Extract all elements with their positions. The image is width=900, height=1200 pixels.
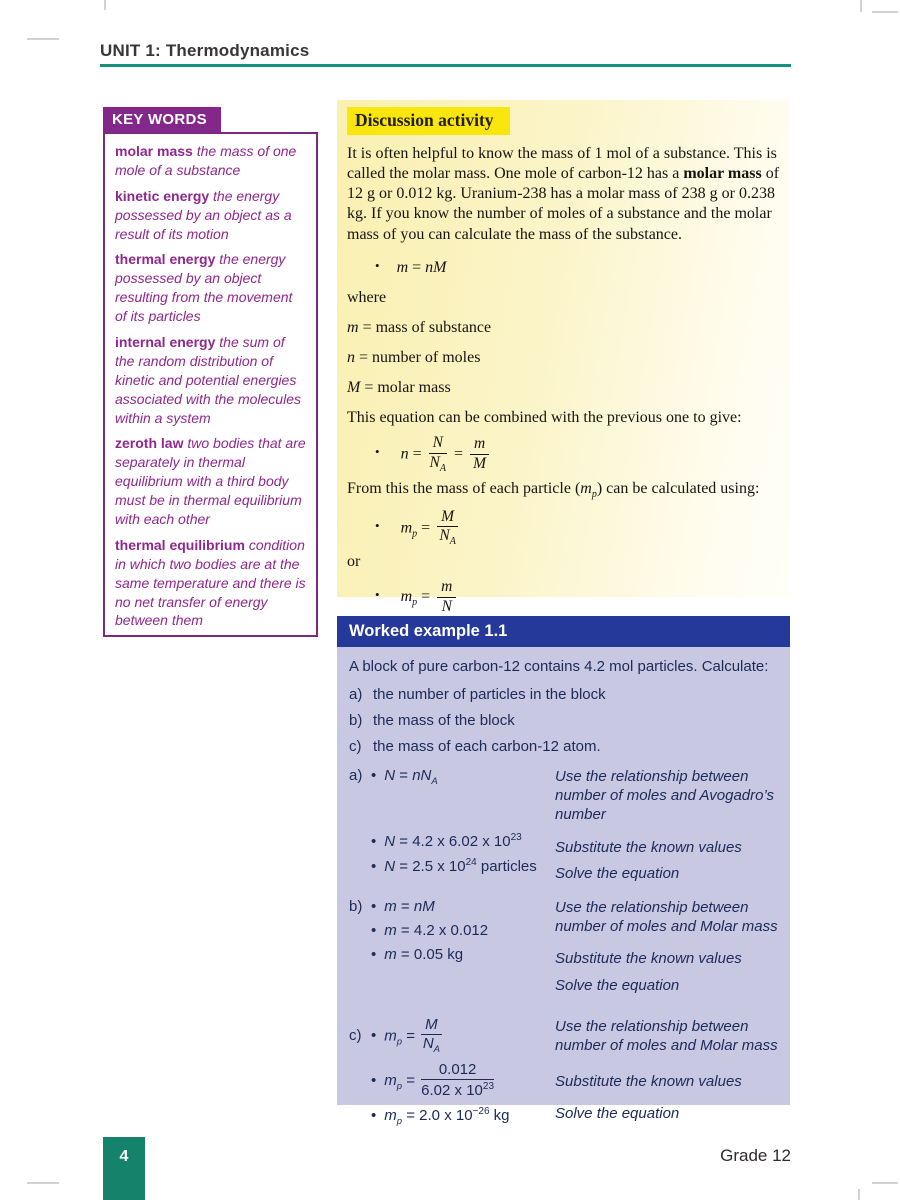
comment: Solve the equation xyxy=(555,976,680,994)
keyword-entry xyxy=(115,187,306,244)
step-label: a) xyxy=(349,767,363,784)
crop-mark-top-left-v xyxy=(104,0,106,10)
bullet-icon xyxy=(371,946,384,963)
comment: Use the relationship between number of moles and Avogadro’s number xyxy=(555,768,775,824)
definition-text: = molar mass xyxy=(360,378,451,396)
keyword-term: molar mass xyxy=(115,143,193,159)
variable: m xyxy=(580,480,592,498)
solution-b-equations xyxy=(349,898,555,1002)
worked-example-heading: Worked example 1.1 xyxy=(337,616,790,647)
keyword-definition: the mass of one mole of a substance xyxy=(115,143,297,178)
denominator: $N_A$ xyxy=(439,527,456,548)
step-label: b) xyxy=(349,897,363,915)
solution-b-comments xyxy=(555,898,782,1002)
equation-m-result: • m = 0.05 kg xyxy=(349,946,555,963)
bullet-icon xyxy=(371,1107,384,1124)
variable: n xyxy=(400,445,409,463)
question-text: the number of particles in the block xyxy=(373,686,606,703)
worked-intro: A block of pure carbon-12 contains 4.2 mol particles. Calculate: xyxy=(349,658,769,675)
keyword-definition: two bodies that are separately in thermal equilibrium with a third body must be in thermal equilibrium with each other xyxy=(115,435,306,528)
bullet-icon xyxy=(371,833,384,850)
keyword-definition: the sum of the random distribution of kinetic and potential energies associated with the molecules within a system xyxy=(115,334,301,426)
comment: Substitute the known values xyxy=(555,1073,742,1091)
where-label: where xyxy=(347,288,387,306)
variable: nM xyxy=(425,258,447,276)
comment: Use the relationship between number of moles and Molar mass xyxy=(555,1017,778,1054)
denominator: $N_A$ xyxy=(422,1035,441,1056)
definition-m xyxy=(347,319,778,337)
variable: m xyxy=(400,519,413,537)
equals: = xyxy=(449,445,467,463)
molar-mass-bold: molar mass xyxy=(683,165,762,183)
crop-mark-bottom-right-h xyxy=(872,1182,898,1184)
question-c xyxy=(349,738,782,755)
keyword-term: kinetic energy xyxy=(115,187,210,204)
denominator: N xyxy=(441,597,452,615)
solution-c-comments xyxy=(555,1017,782,1134)
question-label: b) xyxy=(349,712,363,729)
bullet-icon xyxy=(371,858,384,875)
equation-N-nNA: a) • $N = nN_A$ xyxy=(349,767,555,787)
fraction-N-over-NA xyxy=(429,435,447,475)
crop-mark-top-right-v xyxy=(860,0,862,12)
equals: = xyxy=(408,258,426,276)
comment: Substitute the known values xyxy=(555,838,742,856)
denominator: $N_A$ xyxy=(429,453,446,474)
equation-m-nM: b) • m = nM xyxy=(349,898,555,915)
equation-N-substitute: • N = 4.2 x 6.02 x $10^{23}$ xyxy=(349,832,555,850)
equation-mp-M-over-NA: • $m_p$ = $\frac{M}{N_A}$ xyxy=(375,509,778,549)
solution-c-equations xyxy=(349,1017,555,1134)
paragraph-text: of 12 g or 0.012 kg. Uranium-238 has a molar mass of 238 g or 0.238 kg. If you know the number of moles of a substance and the molar mass of you can calculate the mass of the substance. xyxy=(347,165,780,243)
solution-a-equations xyxy=(349,767,555,890)
definition-n xyxy=(347,349,778,367)
crop-mark-top-right-h xyxy=(872,11,898,13)
question-label: a) xyxy=(349,686,363,703)
step-label: c) xyxy=(349,1027,362,1045)
definition-text: = mass of substance xyxy=(358,318,492,336)
header-rule xyxy=(100,64,791,67)
equation-m-substitute: • m = 4.2 x 0.012 xyxy=(349,922,555,939)
solution-step-b xyxy=(349,898,782,1002)
from-this-sentence: From this the mass of each particle $(m_p)$ can be calculated using: xyxy=(347,480,760,501)
combine-sentence: This equation can be combined with the previous one to give: xyxy=(347,408,742,426)
solution-a-comments xyxy=(555,767,782,890)
bullet-icon xyxy=(371,922,384,939)
discussion-activity-heading: Discussion activity xyxy=(347,107,510,135)
equals: = xyxy=(408,445,426,463)
question-label: c) xyxy=(349,738,362,755)
definition-text: = number of moles xyxy=(355,348,481,366)
question-text: the mass of each carbon-12 atom. xyxy=(373,738,601,755)
numerator: 0.012 xyxy=(421,1062,494,1081)
fraction-M-over-NA xyxy=(421,1017,442,1056)
keyword-entry xyxy=(115,142,306,180)
fraction-m-over-M xyxy=(470,436,489,472)
keyword-entry xyxy=(115,333,306,427)
solution-step-c xyxy=(349,1017,782,1134)
keyword-definition: the energy possessed by an object resulting from the movement of its particles xyxy=(115,251,293,325)
keyword-definition: the energy possessed by an object as a result of its motion xyxy=(115,187,292,242)
question-text: the mass of the block xyxy=(373,712,515,729)
paragraph-text: It is often helpful to know the mass of 1 mol of a substance. This is called the molar mass. One mole of carbon-12 has a xyxy=(347,145,777,183)
question-a xyxy=(349,686,782,703)
question-b xyxy=(349,712,782,729)
crop-mark-top-left-h xyxy=(27,38,59,40)
bullet-icon xyxy=(371,1072,384,1089)
variable: m xyxy=(347,318,359,336)
key-words-heading: KEY WORDS xyxy=(103,107,221,132)
variable: M xyxy=(347,378,361,396)
fraction-0012-over-NA xyxy=(421,1062,494,1100)
keyword-definition: condition in which two bodies are at the same temperature and there is no net transfer of energy between them xyxy=(115,536,306,629)
equals: = xyxy=(417,519,435,537)
or-label: or xyxy=(347,553,361,571)
page-number: 4 xyxy=(119,1148,129,1165)
numerator: m xyxy=(437,579,456,598)
keyword-term: thermal energy xyxy=(115,251,216,268)
equation-mp-result: • $m_p = 2.0$ x $10^{-26}$ kg xyxy=(349,1106,555,1127)
comment: Use the relationship between number of moles and Molar mass xyxy=(555,898,778,936)
fraction-M-over-NA xyxy=(437,509,458,549)
comment: Solve the equation xyxy=(555,864,680,882)
equation-mp-M-over-NA: c) • $m_p$ = $\frac{M}{N_A}$ xyxy=(349,1017,555,1056)
grade-label: Grade 12 xyxy=(720,1146,791,1165)
bullet-icon xyxy=(371,767,384,784)
equation-mp-m-over-N: • $m_p$ = $\frac{m}{N}$ xyxy=(375,579,778,615)
unit-title: UNIT 1: Thermodynamics xyxy=(100,41,310,60)
solution-step-a xyxy=(349,767,782,890)
definition-M xyxy=(347,379,778,397)
fraction-m-over-N xyxy=(437,579,456,615)
variable: n xyxy=(347,348,355,366)
equation-N-result: • N = 2.5 x $10^{24}$ particles xyxy=(349,857,555,875)
denominator: M xyxy=(473,455,487,473)
bullet-icon xyxy=(371,1027,384,1044)
comment: Solve the equation xyxy=(555,1105,680,1123)
keyword-entry xyxy=(115,434,306,528)
numerator: M xyxy=(437,509,458,528)
numerator: m xyxy=(470,436,489,455)
equation-n-fraction xyxy=(375,435,778,475)
equals: = xyxy=(417,588,435,606)
discussion-paragraph xyxy=(347,144,783,245)
key-words-box xyxy=(103,132,318,637)
crop-mark-bottom-left-h xyxy=(27,1182,59,1184)
equation-m-equals-nM xyxy=(375,258,778,277)
worked-example-body xyxy=(337,647,790,1127)
comment: Substitute the known values xyxy=(555,950,742,968)
equation-mp-substitute: • $m_p$ = $\frac{0.012}{6.02 x 10^{23}}$ xyxy=(349,1062,555,1100)
discussion-activity-panel xyxy=(337,100,790,615)
keyword-term: internal energy xyxy=(115,334,216,351)
keyword-entry xyxy=(115,250,306,326)
page-number-box xyxy=(103,1137,145,1200)
denominator: 6.02 x $10^{23}$ xyxy=(421,1081,495,1100)
variable: m xyxy=(396,258,409,276)
numerator: N xyxy=(429,435,447,454)
numerator: M xyxy=(421,1017,442,1036)
keyword-term: zeroth law xyxy=(115,435,184,452)
keyword-entry xyxy=(115,536,306,630)
keyword-term: thermal equilibrium xyxy=(115,536,245,553)
crop-mark-bottom-right-v xyxy=(858,1189,860,1200)
variable: m xyxy=(400,588,413,606)
bullet-icon xyxy=(371,898,384,915)
